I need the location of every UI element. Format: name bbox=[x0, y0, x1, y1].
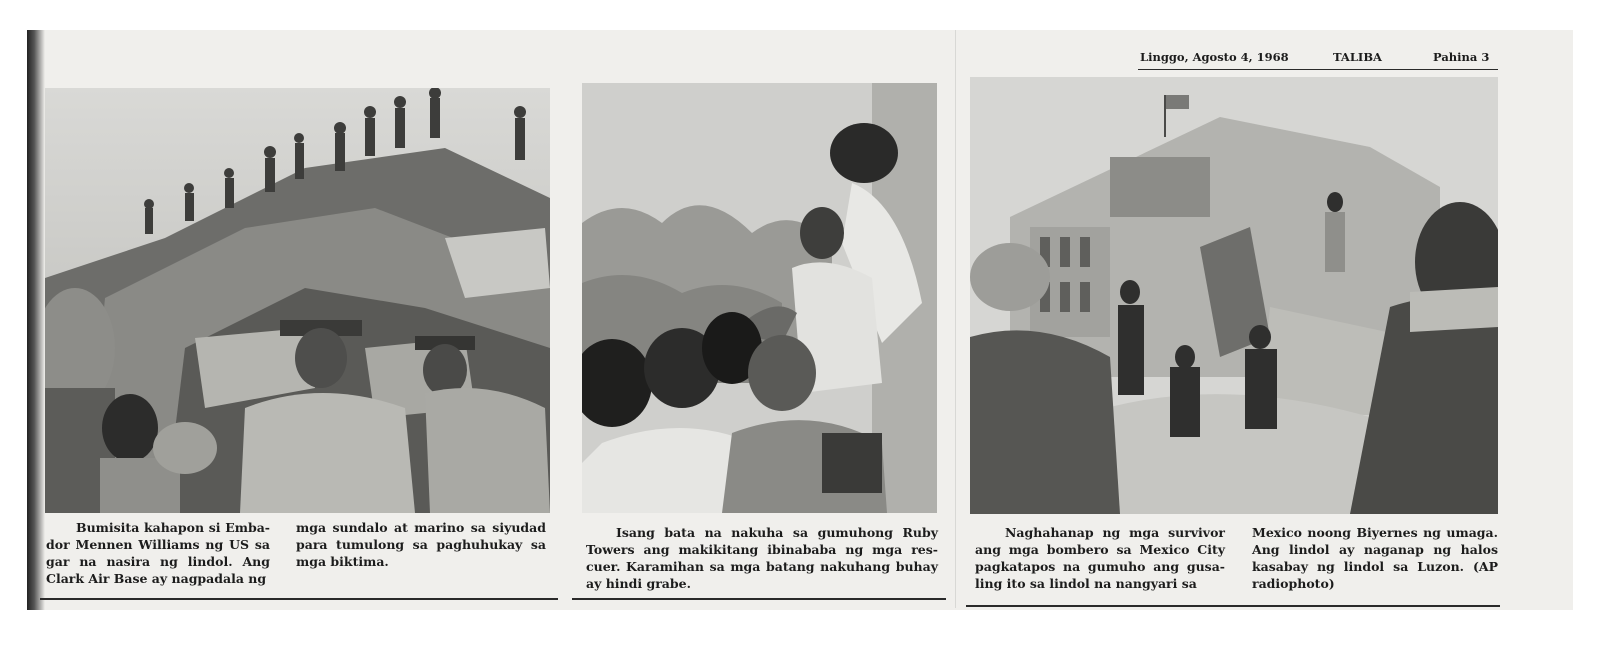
page-fold-line bbox=[955, 30, 956, 608]
caption-photo1-col2: mga sundalo at marino sa siyudad para tumulong sa paghuhukay sa mga biktima. bbox=[296, 520, 546, 569]
header-date: Linggo, Agosto 4, 1968 bbox=[1140, 50, 1289, 64]
caption-photo2: Isang bata na nakuha sa gumuhong Ruby Towers ang makikitang ibinababa ng mga res-cuer. Karamihan sa mga batang nakuhang buhay ay hindi grabe. bbox=[586, 525, 938, 591]
caption-photo3-col1: Naghahanap ng mga survivor ang mga bombero sa Mexico City pagkatapos na gumuho ang gusa-ling ito sa lindol na nangyari sa bbox=[975, 525, 1225, 591]
header-paper-name: TALIBA bbox=[1333, 50, 1382, 64]
caption-photo1-col1: Bumisita kahapon si Emba-dor Mennen Williams ng US sa gar na nasira ng lindol. Ang Clark Air Base ay nagpadala ng bbox=[46, 520, 270, 586]
caption-photo3-col2: Mexico noong Biyernes ng umaga. Ang lindol ay naganap ng halos kasabay ng lindol sa Luzon. (AP radiophoto) bbox=[1252, 525, 1498, 591]
photo-child-rescue bbox=[582, 83, 937, 513]
header-page-number: Pahina 3 bbox=[1433, 50, 1490, 64]
scan-edge-shadow bbox=[27, 30, 45, 610]
bottom-rule-right bbox=[966, 605, 1500, 607]
bottom-rule-center bbox=[572, 598, 946, 600]
header-rule bbox=[1138, 69, 1498, 70]
bottom-rule-left bbox=[40, 598, 558, 600]
photo-collapsed-building bbox=[970, 77, 1498, 514]
photo-rubble-rescue bbox=[45, 88, 550, 513]
